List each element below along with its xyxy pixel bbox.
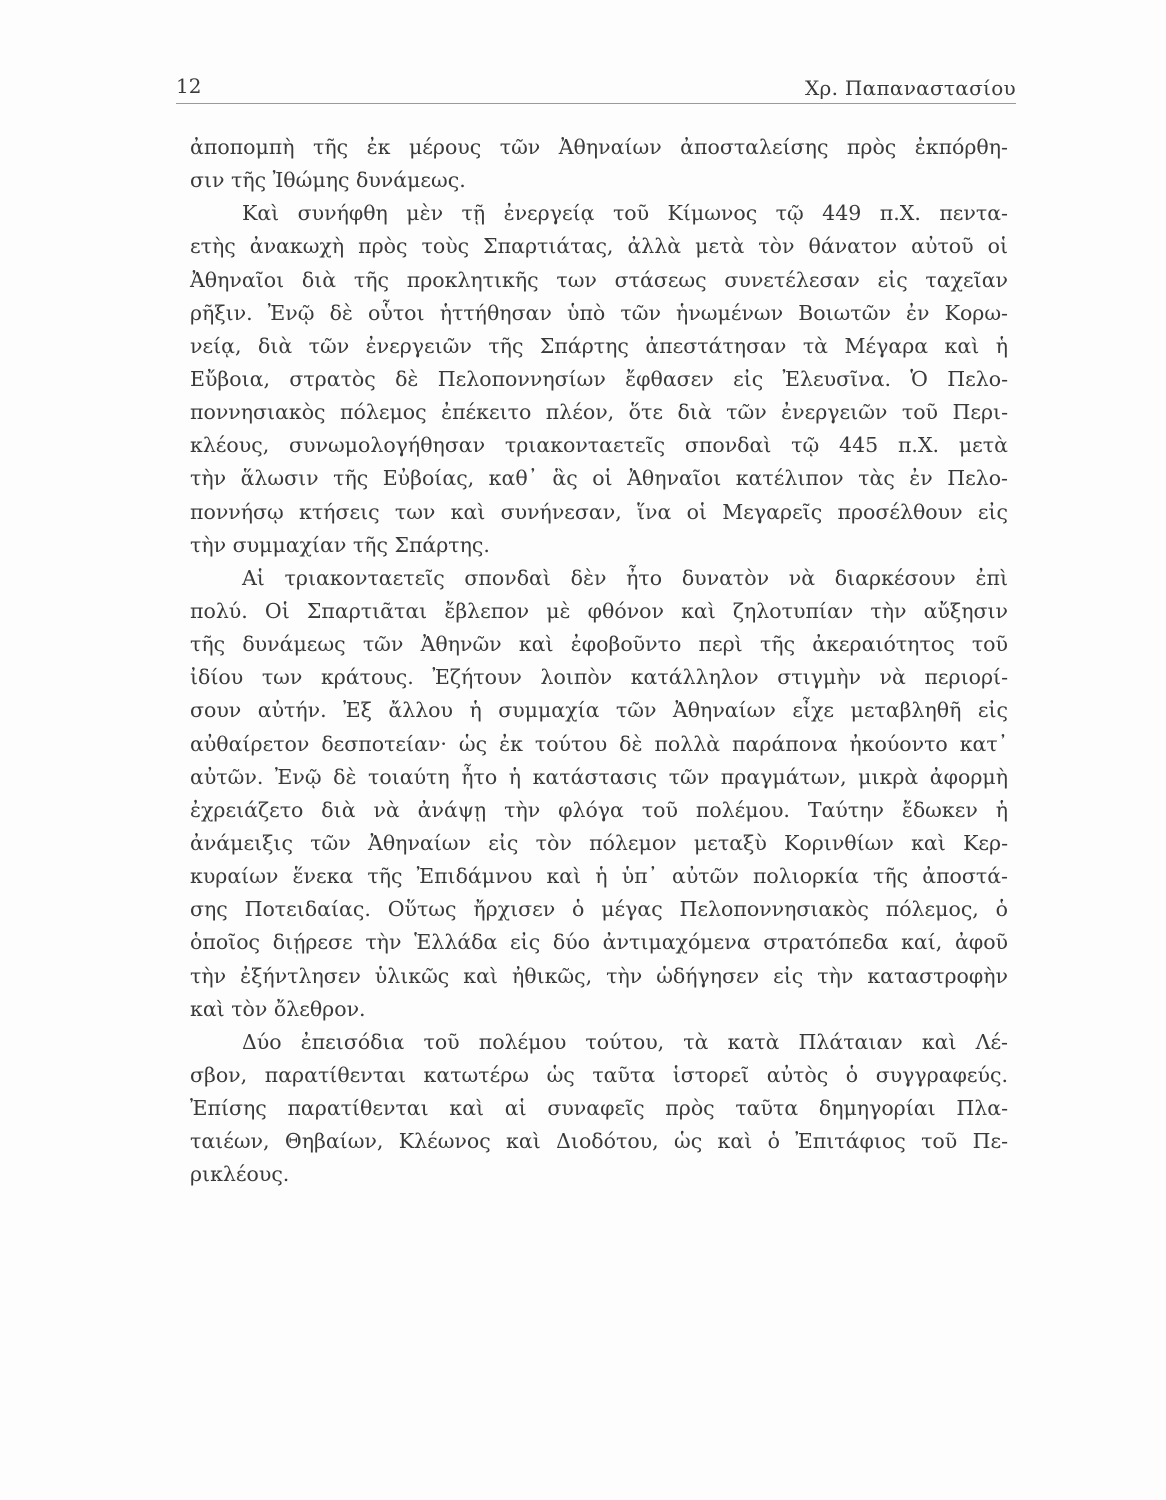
text-line: κλέους, συνωμολογήθησαν τριακονταετεῖς σπονδαὶ τῷ 445 π.Χ. μετὰ [190, 433, 1008, 458]
text-line: πολύ. Οἱ Σπαρτιᾶται ἔβλεπον μὲ φθόνον καὶ ζηλοτυπίαν τὴν αὔξησιν [190, 598, 1008, 623]
text-line: ετὴς ἀνακωχὴ πρὸς τοὺς Σπαρτιάτας, ἀλλὰ μετὰ τὸν θάνατον αὐτοῦ οἱ [190, 234, 1008, 259]
text-line: Καὶ συνήφθη μὲν τῇ ἐνεργείᾳ τοῦ Κίμωνος τῷ 449 π.Χ. πεντα- [242, 201, 1008, 226]
text-line: αὐθαίρετον δεσποτείαν· ὡς ἐκ τούτου δὲ πολλὰ παράπονα ἠκούοντο κατ᾽ [190, 731, 1008, 756]
paragraph [190, 562, 1008, 1026]
text-line: Ἀθηναῖοι διὰ τῆς προκλητικῆς των στάσεως συνετέλεσαν εἰς ταχεῖαν [190, 267, 1008, 292]
text-line: ὁποῖος διῄρεσε τὴν Ἑλλάδα εἰς δύο ἀντιμαχόμενα στρατόπεδα καί, ἀφοῦ [190, 930, 1008, 955]
text-line: σιν τῆς Ἰθώμης δυνάμεως. [190, 168, 466, 193]
text-line: Αἱ τριακονταετεῖς σπονδαὶ δὲν ἦτο δυνατὸν νὰ διαρκέσουν ἐπὶ [242, 565, 1008, 590]
text-line: κυραίων ἕνεκα τῆς Ἐπιδάμνου καὶ ἡ ὑπ᾽ αὐτῶν πολιορκία τῆς ἀποστά- [190, 864, 1008, 889]
text-line: ρῆξιν. Ἐνῷ δὲ οὗτοι ἡττήθησαν ὑπὸ τῶν ἡνωμένων Βοιωτῶν ἐν Κορω- [190, 300, 1008, 325]
page-header [176, 74, 1016, 104]
text-line: ποννήσῳ κτήσεις των καὶ συνήνεσαν, ἵνα οἱ Μεγαρεῖς προσέλθουν εἰς [190, 499, 1008, 524]
text-line: τὴν ἅλωσιν τῆς Εὐβοίας, καθ᾽ ἃς οἱ Ἀθηναῖοι κατέλιπον τὰς ἐν Πελο- [190, 466, 1008, 491]
text-line: σβον, παρατίθενται κατωτέρω ὡς ταῦτα ἱστορεῖ αὐτὸς ὁ συγγραφεύς. [190, 1062, 1008, 1087]
body-text [190, 131, 1008, 1192]
text-line: ἀνάμειξις τῶν Ἀθηναίων εἰς τὸν πόλεμον μεταξὺ Κορινθίων καὶ Κερ- [190, 830, 1008, 855]
text-line: σουν αὐτήν. Ἐξ ἄλλου ἡ συμμαχία τῶν Ἀθηναίων εἶχε μεταβληθῆ εἰς [190, 698, 1008, 723]
page-number: 12 [176, 74, 202, 98]
paragraph [190, 197, 1008, 562]
text-line: ἐχρειάζετο διὰ νὰ ἀνάψῃ τὴν φλόγα τοῦ πολέμου. Ταύτην ἔδωκεν ἡ [190, 797, 1008, 822]
text-line: νείᾳ, διὰ τῶν ἐνεργειῶν τῆς Σπάρτης ἀπεστάτησαν τὰ Μέγαρα καὶ ἡ [190, 333, 1008, 358]
text-line: αὐτῶν. Ἐνῷ δὲ τοιαύτη ἦτο ἡ κατάστασις τῶν πραγμάτων, μικρὰ ἀφορμὴ [190, 764, 1008, 789]
paragraph [190, 1026, 1008, 1192]
text-line: σης Ποτειδαίας. Οὕτως ἤρχισεν ὁ μέγας Πελοποννησιακὸς πόλεμος, ὁ [190, 897, 1008, 922]
header-rule [176, 103, 1016, 104]
text-line: τὴν συμμαχίαν τῆς Σπάρτης. [190, 532, 490, 557]
text-line: ταιέων, Θηβαίων, Κλέωνος καὶ Διοδότου, ὡς καὶ ὁ Ἐπιτάφιος τοῦ Πε- [190, 1129, 1008, 1154]
text-line: Ἐπίσης παρατίθενται καὶ αἱ συναφεῖς πρὸς ταῦτα δημηγορίαι Πλα- [190, 1096, 1008, 1121]
text-line: ποννησιακὸς πόλεμος ἐπέκειτο πλέον, ὅτε διὰ τῶν ἐνεργειῶν τοῦ Περι- [190, 400, 1008, 425]
text-line: ἀποπομπὴ τῆς ἐκ μέρους τῶν Ἀθηναίων ἀποσταλείσης πρὸς ἐκπόρθη- [190, 135, 1008, 159]
text-line: τὴν ἐξήντλησεν ὑλικῶς καὶ ἠθικῶς, τὴν ὡδήγησεν εἰς τὴν καταστροφὴν [190, 963, 1008, 988]
text-line: Δύο ἐπεισόδια τοῦ πολέμου τούτου, τὰ κατὰ Πλάταιαν καὶ Λέ- [242, 1029, 1008, 1054]
text-line: ρικλέους. [190, 1162, 290, 1187]
text-line: ἰδίου των κράτους. Ἐζήτουν λοιπὸν κατάλληλον στιγμὴν νὰ περιορί- [190, 665, 1008, 690]
text-line: τῆς δυνάμεως τῶν Ἀθηνῶν καὶ ἐφοβοῦντο περὶ τῆς ἀκεραιότητος τοῦ [190, 632, 1008, 657]
text-line: Εὔβοια, στρατὸς δὲ Πελοποννησίων ἔφθασεν εἰς Ἐλευσῖνα. Ὁ Πελο- [190, 366, 1008, 391]
paragraph [190, 131, 1008, 197]
running-head: Χρ. Παπαναστασίου [805, 76, 1016, 100]
text-line: καὶ τὸν ὄλεθρον. [190, 996, 366, 1021]
